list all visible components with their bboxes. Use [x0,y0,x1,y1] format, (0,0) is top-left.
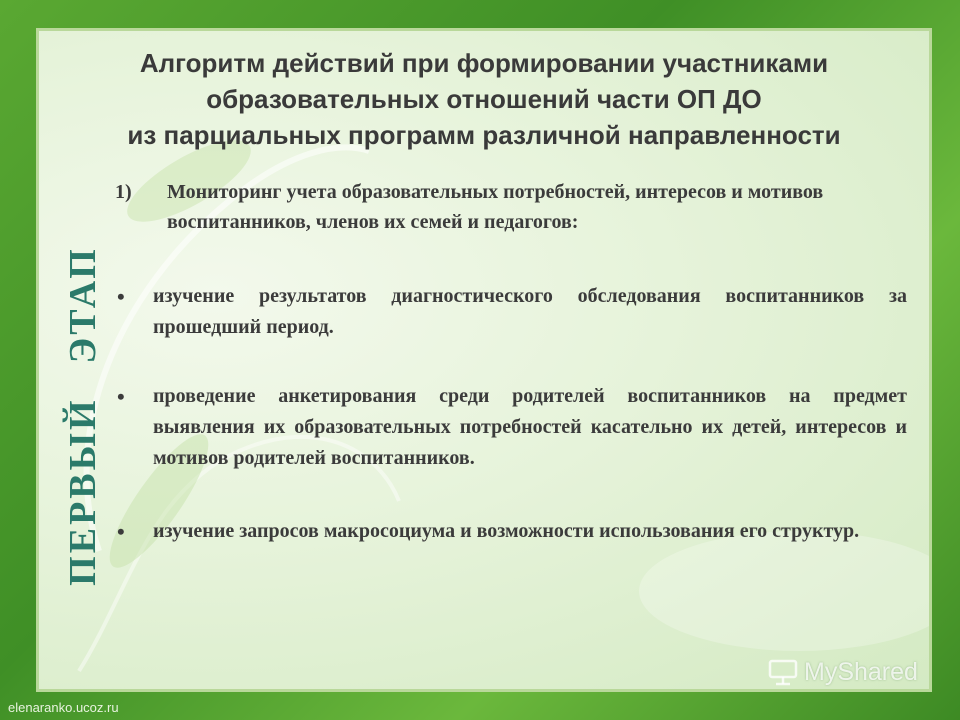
title-line-1: Алгоритм действий при формировании участниками [139,48,829,78]
bullet-text: проведение анкетирования среди родителей воспитанников на предмет выявления их образовательных потребностей касательно их детей, интересов и мотивов родителей воспитанников. [153,385,907,469]
list-item [115,516,907,547]
bullet-marker: • [117,519,125,544]
stage-label-word-1: ПЕРВЫЙ [62,397,104,586]
presentation-icon [768,658,798,686]
title-line-2: образовательных отношений части ОП ДО [206,84,762,114]
bullet-marker: • [117,384,125,409]
bullet-text: изучение результатов диагностического обследования воспитанников за прошедший период. [153,285,907,338]
bullet-text: изучение запросов макросоциума и возможности использования его структур. [153,520,860,542]
list-item [115,281,907,343]
stage-label-word-2: ЭТАП [62,246,104,364]
list-item [115,381,907,474]
bullet-marker: • [117,284,125,309]
item-number: 1) [115,181,132,203]
watermark-text: MyShared [804,658,918,686]
stage-label [59,246,107,586]
slide-content [115,177,907,547]
footer-site-url: elenaranko.ucoz.ru [8,700,119,715]
slide [36,28,932,692]
numbered-item [115,177,847,237]
slide-title [39,45,929,153]
title-line-3: из парциальных программ различной направленности [127,120,841,150]
numbered-item-text: Мониторинг учета образовательных потребностей, интересов и мотивов воспитанников, членов их семей и педагогов: [167,181,824,233]
myshared-watermark [768,656,928,690]
bullet-list [115,281,907,547]
